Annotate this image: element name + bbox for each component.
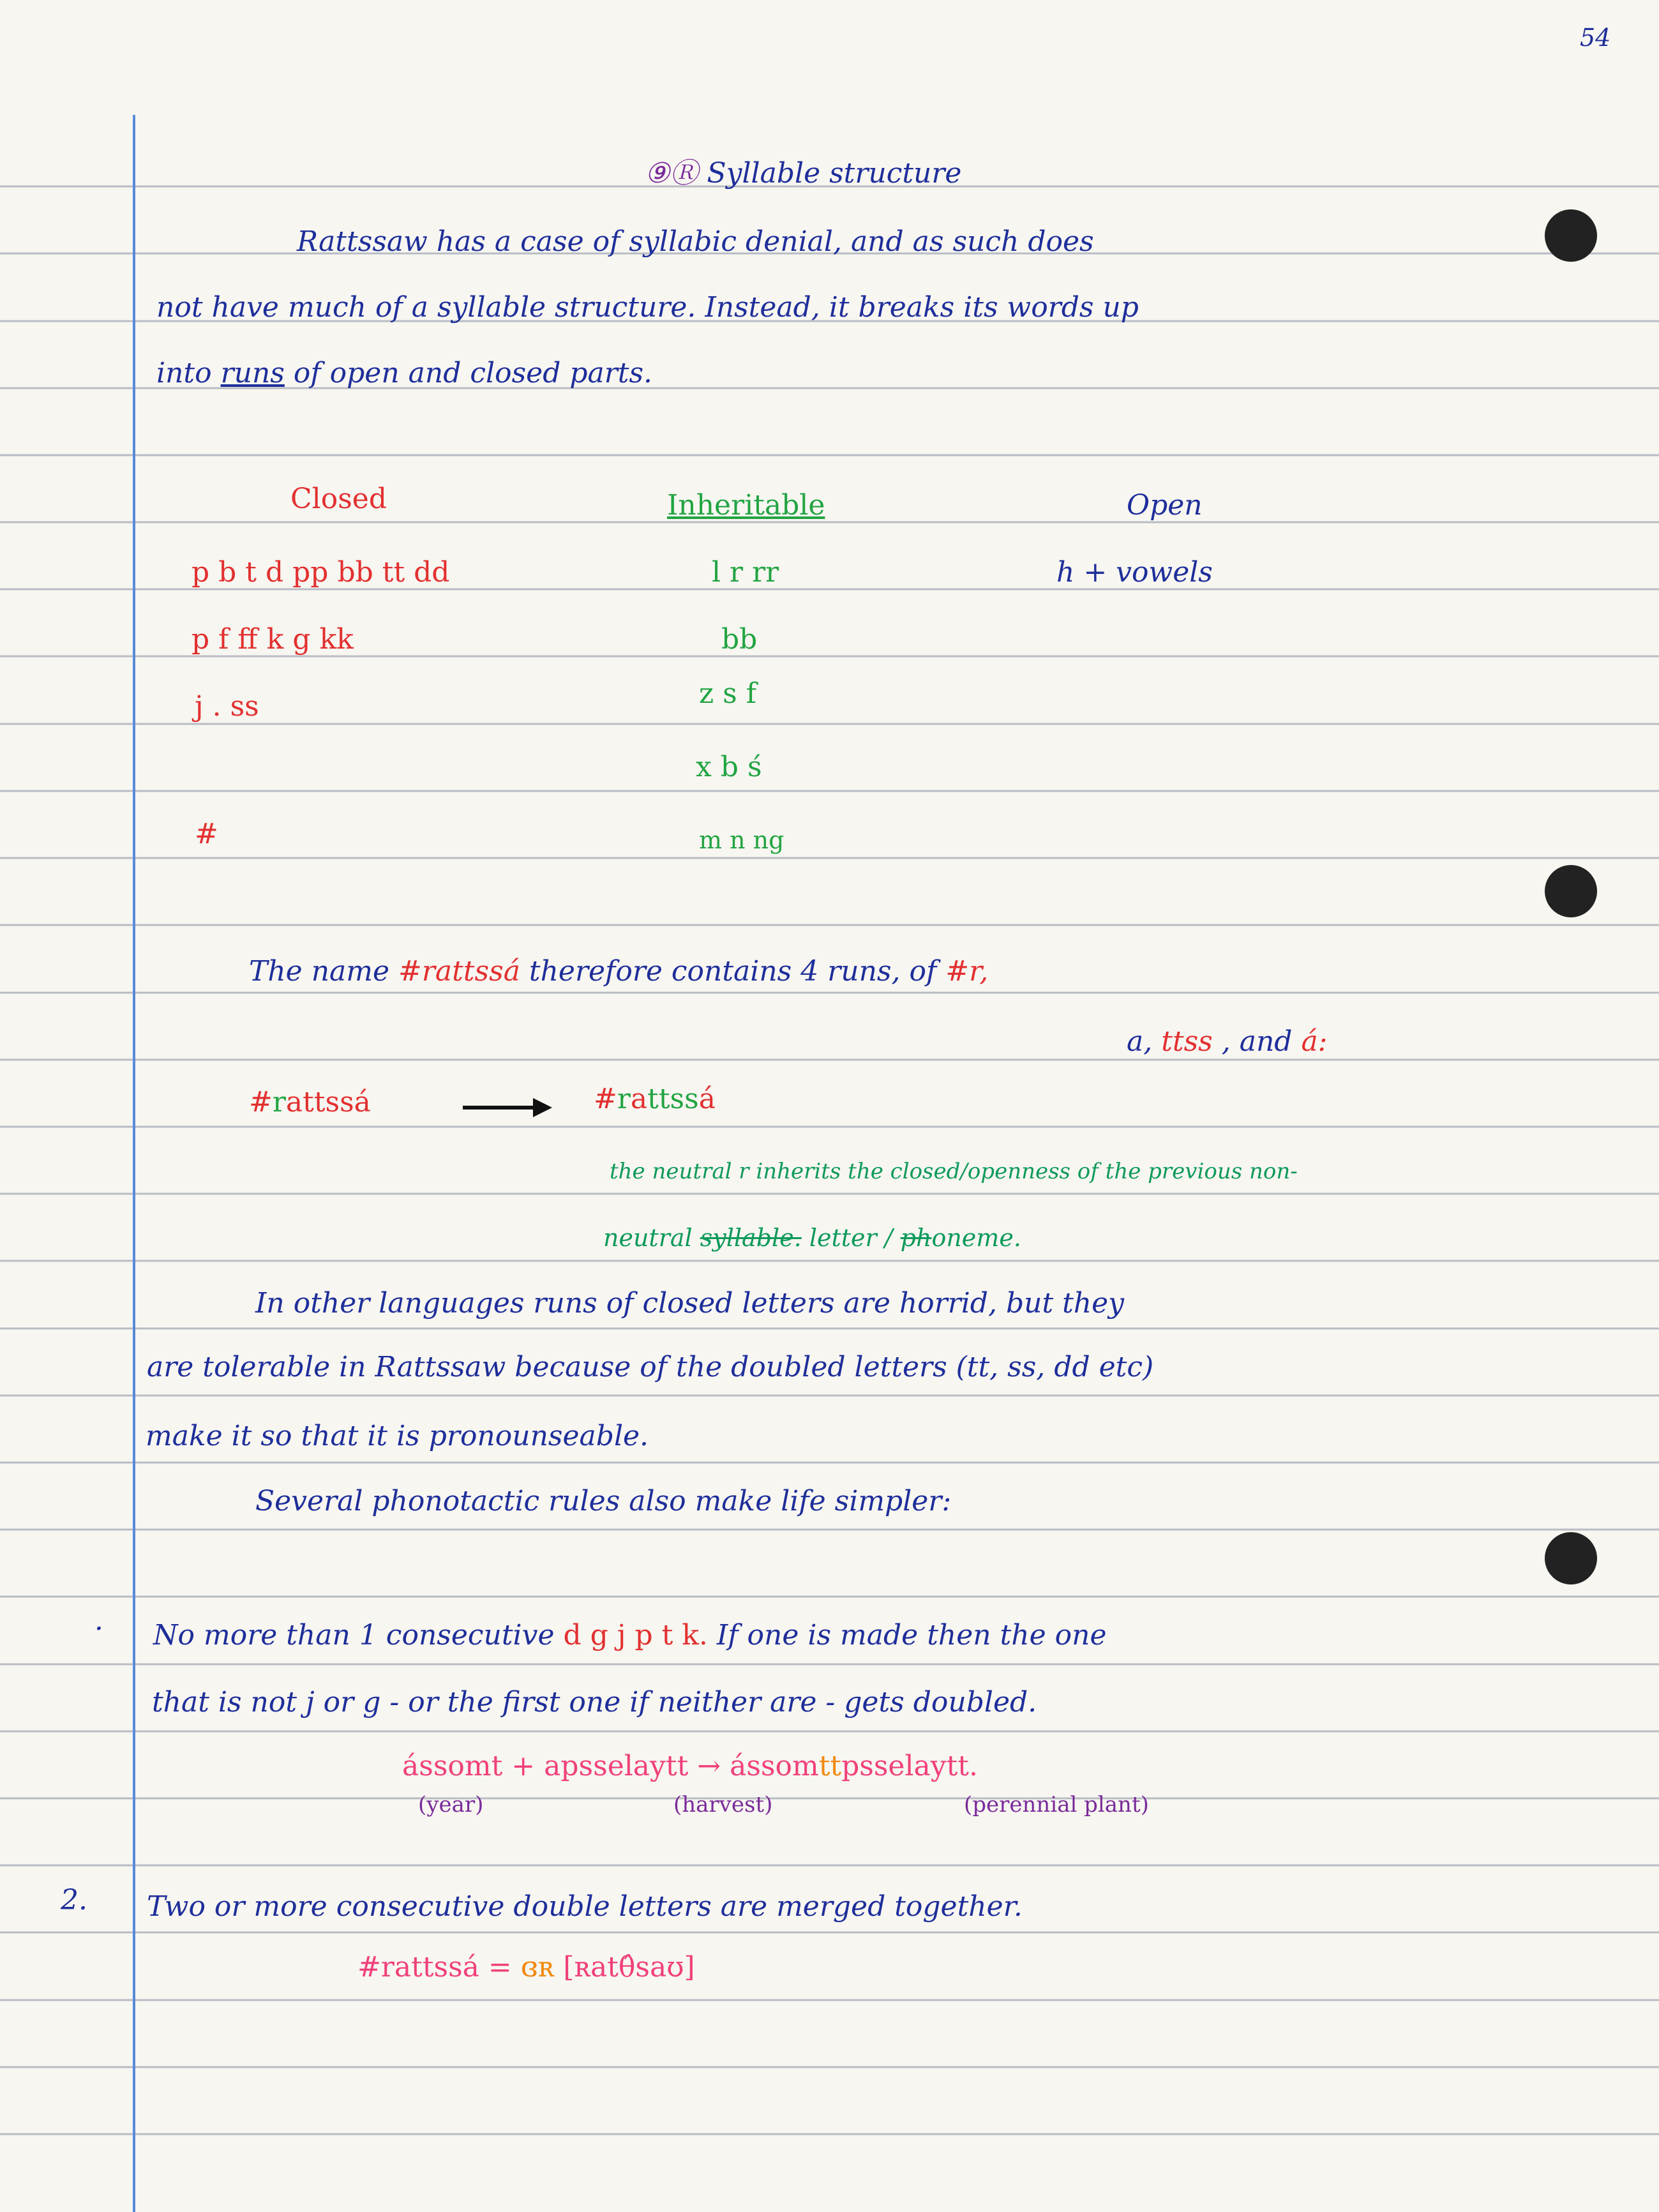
inheritable-row: z s f (699, 677, 757, 710)
gloss-harvest: (harvest) (673, 1792, 773, 1817)
binder-hole (1545, 865, 1597, 917)
gloss-year: (year) (418, 1792, 484, 1817)
rule-2-marker: 2. (61, 1884, 87, 1916)
paragraph-line: are tolerable in Rattssaw because of the doubled letters (tt, ss, dd etc) (147, 1351, 1154, 1383)
neutral-r-note-line-2: neutral syllable. letter / phoneme. (603, 1224, 1021, 1252)
runs-word: runs (220, 357, 285, 389)
inheritable-row: x b ś (696, 751, 762, 783)
intro-line-3-pre: into (156, 357, 221, 389)
intro-line-3-post: of open and closed parts. (284, 357, 653, 389)
paragraph-line: make it so that it is pronounseable. (146, 1420, 649, 1452)
gloss-perennial-plant: (perennial plant) (964, 1792, 1149, 1817)
section-title (645, 157, 962, 190)
open-row: h + vowels (1056, 556, 1213, 589)
paragraph-line: Several phonotactic rules also make life simpler: (255, 1485, 952, 1517)
closed-row: p b t d pp bb tt dd (191, 556, 450, 589)
run-diagram-target: #rattssá (594, 1083, 716, 1115)
closed-row: p f ff k g kk (191, 623, 354, 656)
name-paragraph-line-2: a, ttss , and á: (1127, 1025, 1328, 1058)
name-paragraph-line-1: The name #rattssá therefore contains 4 runs, of #r, (249, 955, 989, 988)
example-1-formula: ássomt + apsselaytt → ássomttpsselaytt. (402, 1750, 978, 1782)
intro-line-1: Rattssaw has a case of syllabic denial, and as such does (297, 225, 1094, 258)
closed-row: j . ss (195, 690, 259, 723)
closed-heading: Closed (290, 483, 387, 515)
intro-line-3 (156, 359, 652, 387)
arrow-icon (463, 1092, 552, 1124)
inheritable-row: l r rr (712, 556, 779, 589)
paragraph-line: In other languages runs of closed letters are horrid, but they (255, 1287, 1125, 1320)
inheritable-heading: Inheritable (667, 489, 825, 522)
closed-row: # (195, 818, 218, 850)
section-heading: Syllable structure (707, 157, 962, 190)
binder-hole (1545, 1532, 1597, 1584)
section-marker: ⑨Ⓡ (645, 157, 698, 190)
example-2-formula: #rattssá = ɞʀ [ʀatθ̂saʊ] (357, 1951, 695, 1983)
rule-1-marker: · (94, 1613, 103, 1645)
rule-1-line-2: that is not j or g - or the first one if neither are - gets doubled. (152, 1686, 1037, 1719)
rule-2-line: Two or more consecutive double letters are merged together. (147, 1890, 1023, 1923)
rule-1-line-1: No more than 1 consecutive d g j p t k. If one is made then the one (153, 1619, 1107, 1651)
page-number: 54 (1580, 24, 1611, 52)
intro-line-2: not have much of a syllable structure. Instead, it breaks its words up (156, 291, 1139, 324)
inheritable-row: bb (721, 623, 758, 656)
neutral-r-note-line-1: the neutral r inherits the closed/openness of the previous non- (610, 1159, 1298, 1184)
open-heading: Open (1127, 489, 1203, 522)
inheritable-row: m n ng (699, 826, 784, 854)
binder-hole (1545, 209, 1597, 262)
run-diagram-source: #rattssá (249, 1086, 371, 1118)
